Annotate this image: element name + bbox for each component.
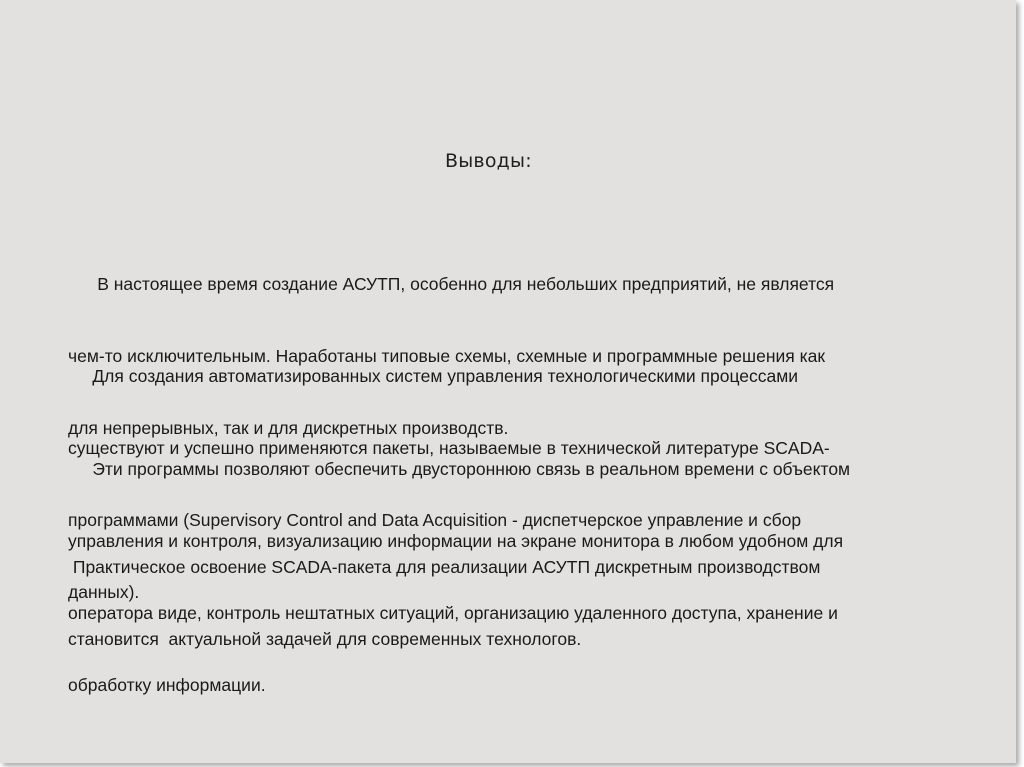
slide-title: Выводы:	[445, 150, 532, 172]
text-line: В настоящее время создание АСУТП, особенно для небольших предприятий, не является	[68, 274, 835, 294]
text-line: становится актуальной задачей для современных технологов.	[68, 629, 582, 649]
text-line: оператора виде, контроль нештатных ситуаций, организацию удаленного доступа, хранение и	[68, 603, 838, 623]
text-line: существуют и успешно применяются пакеты, называемые в технической литературе SCADA-	[68, 438, 830, 458]
text-line: Для создания автоматизированных систем управления технологическими процессами	[68, 366, 799, 386]
text-line: обработку информации.	[68, 675, 266, 695]
text-line: Эти программы позволяют обеспечить двустороннюю связь в реальном времени с объектом	[68, 459, 851, 479]
text-line: программами (Supervisory Control and Data Acquisition - диспетчерское управление и сбор	[68, 510, 802, 530]
text-line: управления и контроля, визуализацию информации на экране монитора в любом удобном для	[68, 531, 844, 551]
text-line: данных).	[68, 582, 140, 602]
text-line: для непрерывных, так и для дискретных производств.	[68, 418, 509, 438]
paragraph-practical-mastery	[68, 507, 968, 699]
text-line: чем-то исключительным. Наработаны типовые схемы, схемные и программные решения как	[68, 346, 826, 366]
text-line: Практическое освоение SCADA-пакета для реализации АСУТП дискретным производством	[68, 557, 821, 577]
